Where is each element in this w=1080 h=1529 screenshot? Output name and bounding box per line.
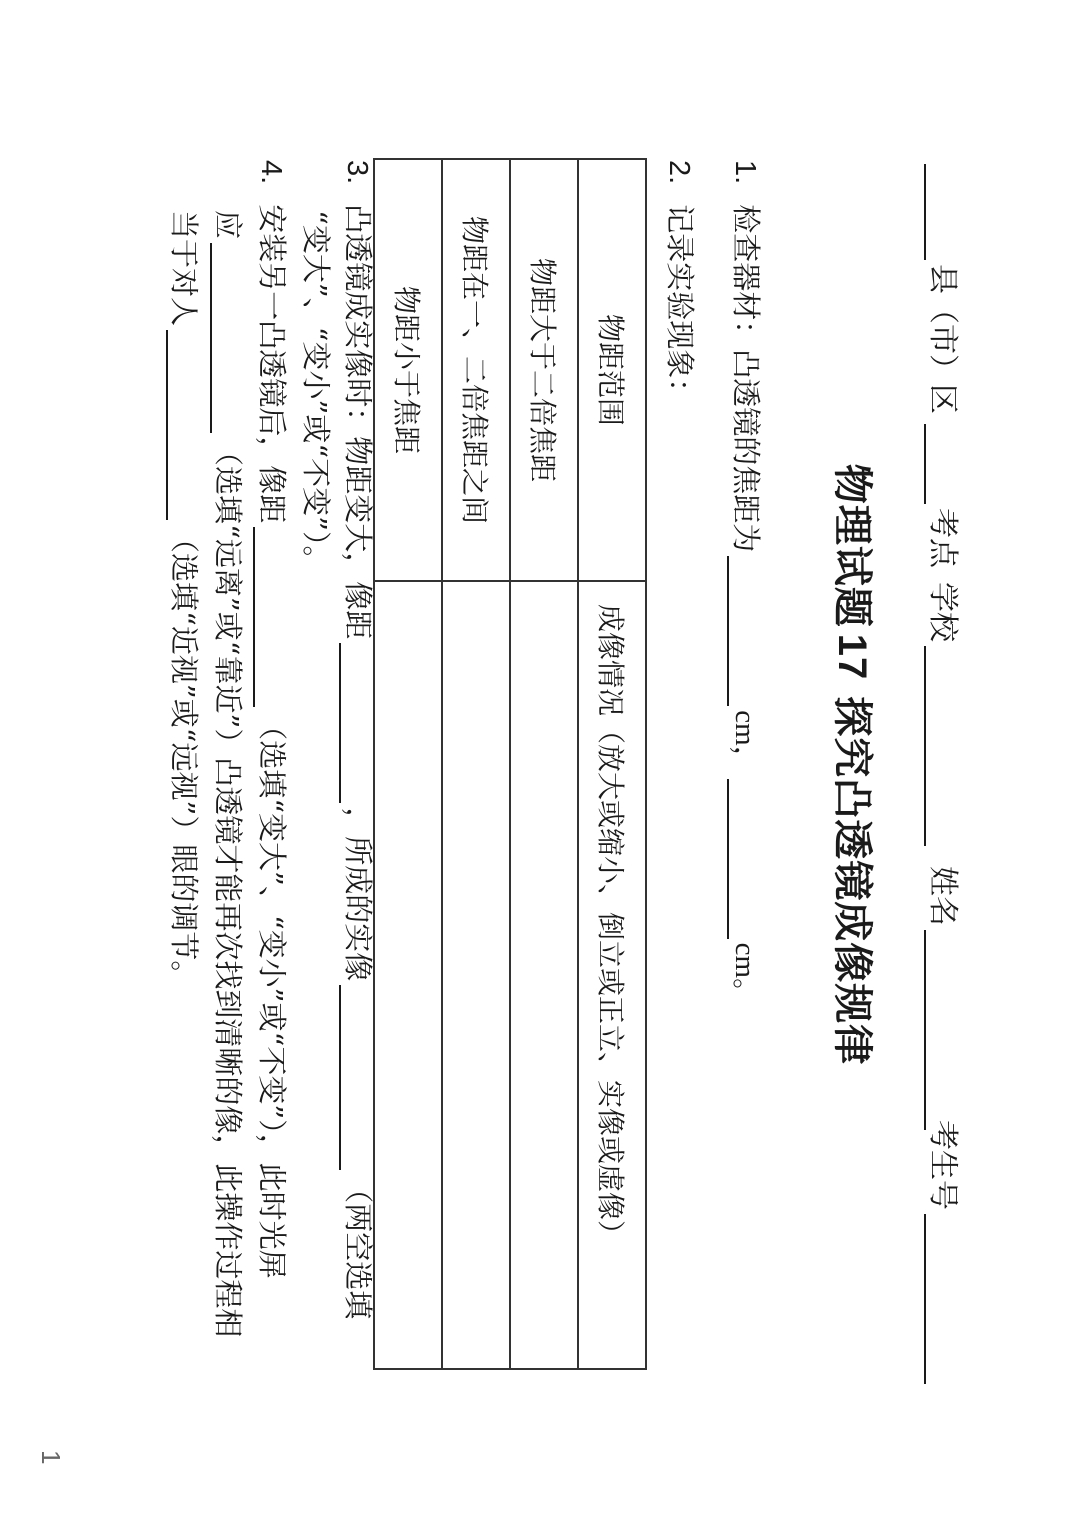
question-3 bbox=[339, 160, 376, 1319]
observation-table bbox=[373, 158, 647, 1370]
answer-cell[interactable] bbox=[510, 581, 578, 1369]
unit-label: cm。 bbox=[729, 942, 761, 1008]
name-label: 姓名 bbox=[925, 866, 960, 926]
new-image-distance-blank[interactable] bbox=[253, 527, 259, 707]
page-number: 1 bbox=[36, 1450, 66, 1465]
header-image-result: 成像情况（放大或缩小、倒立或正立、实像或虚像） bbox=[578, 581, 646, 1369]
question-text: ，所成的实像 bbox=[341, 807, 375, 982]
question-2 bbox=[661, 160, 698, 407]
focal-length-blank-2[interactable] bbox=[727, 779, 733, 939]
exam-site-label: 考点 bbox=[925, 508, 960, 568]
county-trailing-blank[interactable] bbox=[924, 424, 930, 504]
question-text: （选填“远离”或“靠近”）凸透镜才能再次找到清晰的像，此操作过程相 bbox=[211, 437, 245, 1338]
question-text: “变大”、“变小”或“不变”）。 bbox=[299, 210, 333, 575]
question-text: 应 bbox=[211, 210, 245, 240]
question-4-line-3 bbox=[166, 210, 202, 989]
county-label: 县（市）区 bbox=[925, 264, 960, 414]
candidate-no-field bbox=[924, 1120, 968, 1388]
table-header-row bbox=[578, 159, 646, 1369]
image-size-blank[interactable] bbox=[339, 985, 345, 1170]
image-distance-blank[interactable] bbox=[339, 643, 345, 803]
unit-label: cm， bbox=[729, 710, 761, 775]
question-4 bbox=[253, 160, 290, 1279]
county-blank[interactable] bbox=[924, 164, 930, 260]
school-field bbox=[924, 582, 968, 850]
name-field bbox=[924, 866, 968, 1134]
row-label: 物距在一、二倍焦距之间 bbox=[442, 159, 510, 581]
school-blank[interactable] bbox=[924, 646, 930, 846]
exam-site-field bbox=[924, 420, 968, 568]
question-text: 凸透镜成实像时：物距变大，像距 bbox=[341, 204, 375, 640]
question-text: 安装另一凸透镜后，像距 bbox=[255, 204, 289, 524]
question-text: （两空选填 bbox=[341, 1174, 375, 1320]
title-number: 17 bbox=[830, 633, 874, 681]
title-topic: 探究凸透镜成像规律 bbox=[829, 696, 875, 1066]
question-text: （选填“变大”、“变小”或“不变”），此时光屏 bbox=[255, 711, 289, 1279]
question-3-continued bbox=[298, 210, 334, 574]
question-number: 2. bbox=[663, 160, 695, 185]
question-text: （选填“近视”或“远视”）眼的调节。 bbox=[167, 524, 201, 990]
question-text: 记录实验现象： bbox=[663, 204, 697, 408]
question-number: 4. bbox=[255, 160, 287, 185]
focal-length-blank-1[interactable] bbox=[727, 556, 733, 706]
question-1 bbox=[727, 160, 764, 1007]
eye-type-blank[interactable] bbox=[166, 330, 172, 520]
row-label: 物距小于焦距 bbox=[374, 159, 442, 581]
question-number: 3. bbox=[341, 160, 373, 185]
candidate-no-blank[interactable] bbox=[924, 1214, 930, 1384]
question-number: 1. bbox=[729, 160, 761, 185]
question-4-line-2 bbox=[210, 210, 246, 1337]
header-distance-range: 物距范围 bbox=[578, 159, 646, 581]
answer-cell[interactable] bbox=[442, 581, 510, 1369]
candidate-info-line bbox=[924, 160, 984, 1390]
candidate-no-label: 考生号 bbox=[925, 1120, 960, 1210]
row-label: 物距大于二倍焦距 bbox=[510, 159, 578, 581]
table-row bbox=[374, 159, 442, 1369]
answer-cell[interactable] bbox=[374, 581, 442, 1369]
question-text: 当于对人 bbox=[167, 210, 201, 327]
county-field bbox=[924, 160, 968, 414]
table-row bbox=[442, 159, 510, 1369]
table-row bbox=[510, 159, 578, 1369]
question-text: 检查器材：凸透镜的焦距为 bbox=[729, 204, 763, 553]
title-prefix: 物理试题 bbox=[829, 463, 875, 628]
screen-direction-blank[interactable] bbox=[210, 243, 216, 433]
page-title bbox=[827, 0, 884, 1529]
name-blank[interactable] bbox=[924, 930, 930, 1130]
school-label: 学校 bbox=[925, 582, 960, 642]
